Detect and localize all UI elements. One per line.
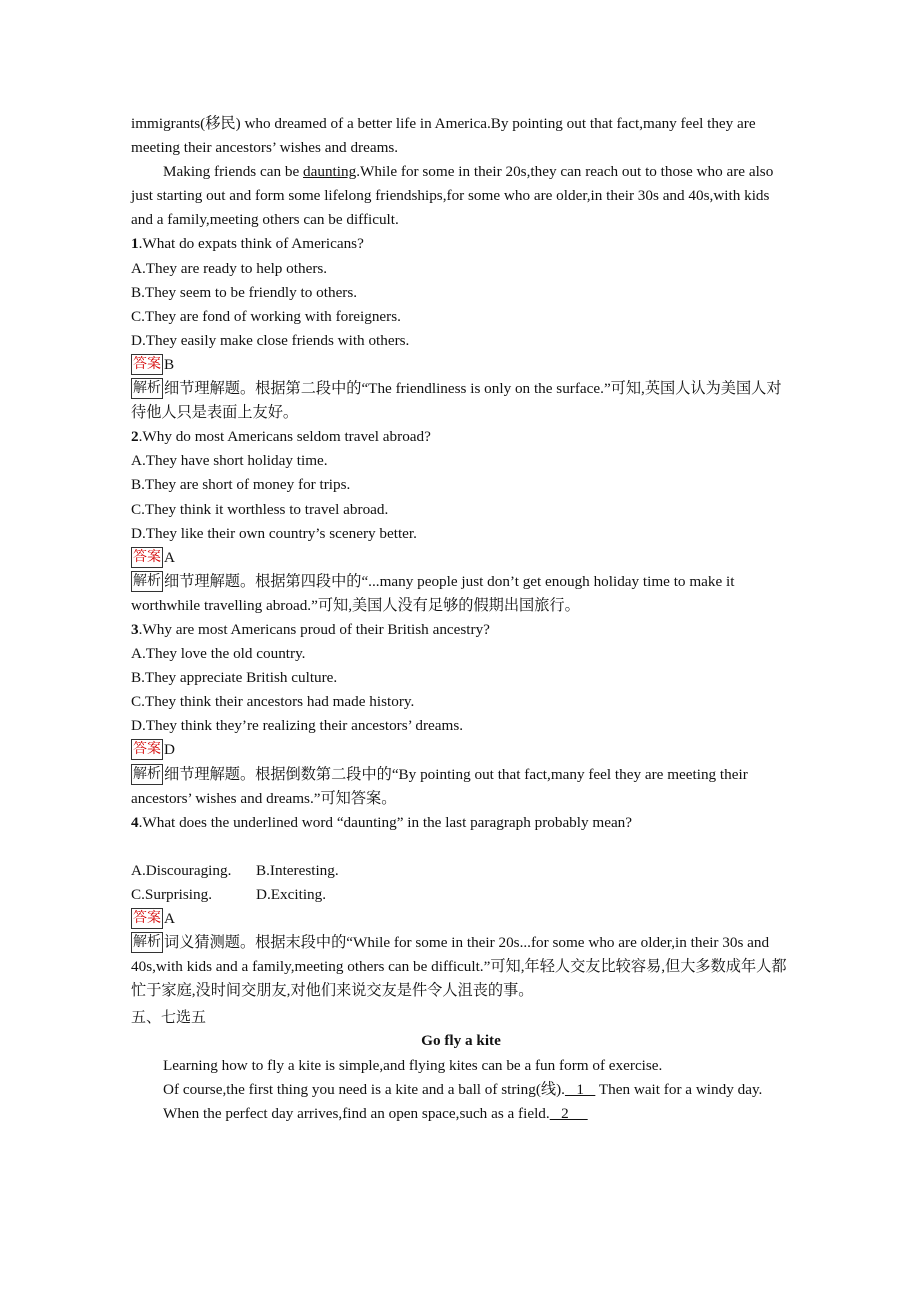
- analysis-line: [131, 931, 791, 1003]
- analysis-text: 细节理解题。根据第二段中的“The friendliness is only on the surface.”可知,英国人认为美国人对待他人只是表面上友好。: [131, 380, 782, 422]
- text: .While for some in their 20s,they can reach out to those who are also just starting out and form some lifelong friendships,for some who are older,in their 30s and 40s,with kids and a family,meeting others can be difficult.: [131, 163, 774, 229]
- spacer: [131, 835, 791, 859]
- answer-label: 答案: [131, 908, 163, 929]
- answer-value: B: [164, 355, 175, 373]
- section-heading: 五、七选五: [131, 1008, 207, 1027]
- answer-line: [131, 907, 791, 931]
- answer-label: 答案: [131, 547, 163, 568]
- question-text: .What does the underlined word “daunting” in the last paragraph probably mean?: [138, 813, 633, 831]
- option: D.They easily make close friends with others.: [131, 331, 410, 349]
- question-number: 3: [131, 620, 139, 638]
- option: A.They are ready to help others.: [131, 259, 328, 277]
- option: A.They love the old country.: [131, 645, 306, 663]
- passage-paragraph: [131, 1078, 791, 1102]
- option: D.They like their own country’s scenery better.: [131, 524, 417, 542]
- answer-line: [131, 738, 791, 762]
- question-4: [131, 811, 791, 835]
- answer-line: [131, 546, 791, 570]
- option: A.Discouraging.: [131, 861, 232, 879]
- question-1: [131, 232, 791, 256]
- text: Then wait for a windy day.: [595, 1080, 763, 1098]
- analysis-label: 解析: [131, 932, 163, 953]
- analysis-label: 解析: [131, 378, 163, 399]
- option: D.Exciting.: [256, 885, 327, 903]
- option: B.They are short of money for trips.: [131, 476, 351, 494]
- analysis-line: [131, 570, 791, 618]
- option: B.They seem to be friendly to others.: [131, 283, 358, 301]
- analysis-label: 解析: [131, 571, 163, 592]
- analysis-text: 细节理解题。根据第四段中的“...many people just don’t get enough holiday time to make it worthwhile travelling abroad.”可知,美国人没有足够的假期出国旅行。: [131, 572, 735, 614]
- question-text: .Why do most Americans seldom travel abroad?: [138, 428, 431, 446]
- analysis-line: [131, 763, 791, 811]
- analysis-text: 细节理解题。根据倒数第二段中的“By pointing out that fact,many feel they are meeting their ancestors’ wishes and dreams.”可知答案。: [131, 765, 748, 807]
- question-text: .Why are most Americans proud of their British ancestry?: [138, 620, 490, 638]
- option: C.Surprising.: [131, 885, 213, 903]
- blank-2[interactable]: 2: [549, 1104, 588, 1122]
- blank-1[interactable]: 1: [564, 1080, 596, 1098]
- document-page: [131, 112, 791, 1126]
- analysis-line: [131, 377, 791, 425]
- analysis-label: 解析: [131, 764, 163, 785]
- question-number: 4: [131, 813, 139, 831]
- option: B.They appreciate British culture.: [131, 669, 338, 687]
- text: Making friends can be: [163, 163, 304, 181]
- passage-paragraph: [131, 1102, 791, 1126]
- option: A.They have short holiday time.: [131, 452, 328, 470]
- text: When the perfect day arrives,find an open space,such as a field.: [163, 1104, 550, 1122]
- passage-paragraph: Learning how to fly a kite is simple,and flying kites can be a fun form of exercise.: [163, 1056, 663, 1074]
- answer-label: 答案: [131, 354, 163, 375]
- answer-value: A: [164, 548, 175, 566]
- option-row: [131, 883, 791, 907]
- question-number: 2: [131, 428, 139, 446]
- answer-label: 答案: [131, 739, 163, 760]
- answer-line: [131, 353, 791, 377]
- passage-paragraph: immigrants(移民) who dreamed of a better life in America.By pointing out that fact,many feel they are meeting their ancestors’ wishes and dreams.: [131, 115, 756, 157]
- answer-value: D: [164, 741, 175, 759]
- question-3: [131, 618, 791, 642]
- option: C.They think it worthless to travel abroad.: [131, 500, 389, 518]
- option-row: [131, 859, 791, 883]
- passage-title: Go fly a kite: [421, 1032, 501, 1050]
- option: C.They are fond of working with foreigners.: [131, 307, 401, 325]
- question-2: [131, 425, 791, 449]
- option: B.Interesting.: [256, 861, 339, 879]
- question-text: .What do expats think of Americans?: [138, 235, 364, 253]
- text: Of course,the first thing you need is a kite and a ball of string(线).: [163, 1080, 565, 1098]
- answer-value: A: [164, 910, 175, 927]
- passage-paragraph-last: [131, 160, 791, 232]
- underlined-word: daunting: [303, 163, 357, 181]
- option: D.They think they’re realizing their ancestors’ dreams.: [131, 717, 464, 735]
- question-number: 1: [131, 235, 139, 253]
- analysis-text: 词义猜测题。根据末段中的“While for some in their 20s...for some who are older,in their 30s and 40s,with kids and a family,meeting others can be difficult.”可知,年轻人交友比较容易,但大多数成年人都忙于家庭,没时间交朋友,对他们来说交友是件令人沮丧的事。: [131, 934, 787, 1000]
- option: C.They think their ancestors had made history.: [131, 693, 415, 711]
